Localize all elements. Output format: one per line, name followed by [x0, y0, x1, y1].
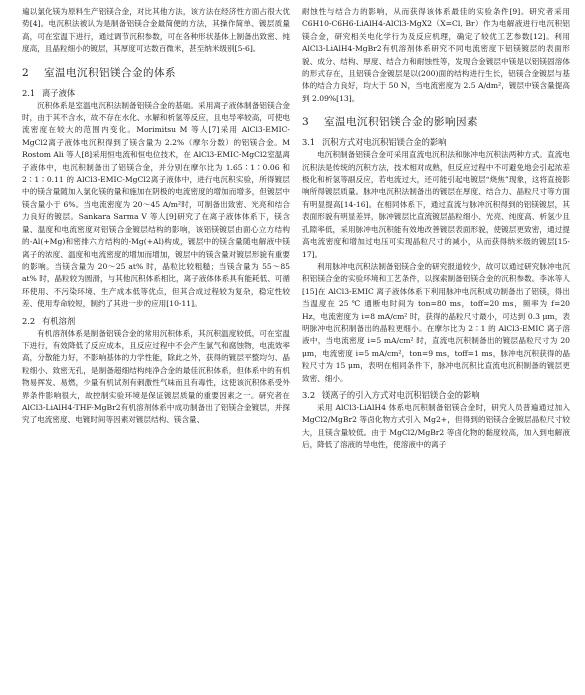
subsection-title: 镁离子的引入方式对电沉积铝镁合金的影响: [322, 389, 480, 400]
section-number: 2: [22, 66, 30, 79]
paragraph: 耐蚀性与结合力的影响，从而获得该体系最佳的实验条件[9]。研究者采用 C6H10-C6H6-LiAlH4-AlCl3-MgX2（X=Cl, Br）作为电解液进行电沉积铝镁合金，研究相关电化学行为及反应机理，确定了较优工艺参数[12]。利用 AlCl3-LiAlH4-MgBr2有机溶剂体系研究不同电流密度下铝镁镀层的表面形貌、成分、结构、厚度、结合力和耐蚀性等，发现合金镀层中镁是以铝镁固溶体的形式存在，且铝镁合金镀层是以(200)面的结构进行生长，铝镁合金镀层与基体的结合力良好，均大于 50 N，当电流密度为 2.5 A/dm²，镀层中镁含量提高到 2.09%[13]。: [302, 7, 570, 103]
paragraph: 沉积体系是室温电沉积法制备铝镁合金的基础。采用离子液体制备铝镁合金时，由于其不含水，故不存在水化、水解和析氢等反应，且电导率较高，可使电流密度在较大的范围内变化。Morimitsu M 等人[7]采用 AlCl3-EMIC-MgCl2离子液体电沉积得到了镁含量为 2.2%（摩尔分数）的铝镁合金。M Rostom Ali 等人[8]采用恒电流和恒电位技术，在 AlCl3-EMIC-MgCl2室温离子液体中，电沉积制备出了铝镁合金，并分别在摩尔比为 1.65∶1∶0.06 和 2∶1∶0.11 的 AlCl3-EMIC-MgCl2离子液体中，进行电沉积实验，所得镀层中的镁含量随加入氯化镁的量和施加在阴极的电流密度的增加而增多，但镀层中镁含量小于 6%。当电流密度为 20～45 A/m²时，可制备出致密、光亮和结合力良好的镀层。Sankara Sarma V 等人[9]研究了在离子液体体系下，镁含量、温度和电流密度对铝镁合金镀层结构的影响，该铝镁镀层由面心立方结构的-Al(+Mg)和密排六方结构的-Mg(+Al)构成，镀层中的镁含量随电解液中镁离子的浓度、温度和电流密度的增加而增加，镀层中的镁含量对镀层形貌有重要的影响。当镁含量为 20～25 at% 时，晶粒比较粗糙；当镁含量为 55～85 at% 时，晶粒较为圆滑，与其他沉积体系相比，离子液体体系具有能耗低、可循环使用、不污染环境、生产成本低等优点，但其合成过程较为复杂，稳定性较差、使用寿命较短，制约了其进一步的应用[10-11]。: [22, 100, 290, 309]
subsection-heading: [22, 315, 290, 327]
section-heading: [302, 114, 570, 129]
subsection-heading: [302, 136, 570, 148]
subsection-number: 2.1: [22, 87, 36, 98]
section-title: 室温电沉积铝镁合金的体系: [44, 66, 176, 79]
section-number: 3: [302, 116, 310, 129]
left-column: [22, 6, 290, 427]
subsection-number: 3.1: [302, 137, 316, 148]
subsection-heading: [302, 389, 570, 401]
subsection-number: 3.2: [302, 389, 316, 400]
right-column: [302, 6, 570, 452]
section-heading: [22, 65, 290, 80]
subsection-title: 有机溶剂: [42, 315, 76, 326]
subsection-title: 沉积方式对电沉积铝镁合金的影响: [322, 137, 447, 148]
subsection-heading: [22, 87, 290, 99]
subsection-number: 2.2: [22, 315, 36, 326]
paragraph: 有机溶剂体系是制备铝镁合金的常用沉积体系，其沉积温度较低，可在室温下进行，有效降低了反应成本，且反应过程中不会产生氯气和腐蚀物，电流效率高，分散能力好，不影响基体的力学性能，除此之外，获得的镀层平整均匀、晶粒细小、致密无孔，是制备超细结构纯净合金的最佳沉积体系，但体系中的有机物易挥发、易燃，少量有机试剂有刺激性气味而且有毒性，这使该沉积体系受外界条件影响很大，故控制实验环境是保证镀层质量的重要因素之一。研究者在 AlCl3-LiAlH4-THF-MgBr2有机溶剂体系中成功制备出了铝镁合金镀层，并探究了电流密度、电镀时间等因素对镀层结构、镁含量、: [22, 328, 290, 425]
paragraph: 采用 AlCl3-LiAlH4 体系电沉积制备铝镁合金时，研究人员普遍通过加入 MgCl2/MgBr2 等卤化物方式引入 Mg2+，但得到的铝镁合金镀层晶粒尺寸较大，且镁含量较低。由于 MgCl2/MgBr2 等卤化物的黏度较高，加入到电解液后，降低了溶液的导电性，使溶液中的离子: [302, 402, 570, 450]
subsection-title: 离子液体: [42, 87, 76, 98]
paragraph: 电沉积制备铝镁合金可采用直流电沉积法和脉冲电沉积法两种方式。直流电沉积法是传统的沉积方法，技术相对成熟，但反应过程中不可避免地会引起浓差极化和析氢等副反应，若电流过大，还可能引起电镀层“烧焦”现象，这将直接影响所得镀层质量。脉冲电沉积法制备出的镀层在厚度、结合力、晶粒尺寸等方面有明显提高[14-16]。在相同体系下，通过直流与脉冲沉积得到的铝镁镀层，其表面形貌有明显差异，脉冲镀层比直流镀层晶粒细小、光亮、纯度高、析氢少且孔隙率低，采用脉冲电沉积能有效地改善镀层表面形貌，使镀层更致密，通过提高电流密度和增加过电压可实现晶粒尺寸的减小，从而获得纳米级的镀层[15-17]。: [302, 150, 570, 259]
section-title: 室温电沉积铝镁合金的影响因素: [324, 116, 478, 129]
paragraph: 遍以氯化镁为原料生产铝镁合金，对比其他方法，该方法在经济性方面占很大优势[4]。电沉积法被认为是制备铝镁合金最简便的方法，其操作简单、镀层质量高，可在室温下进行，通过调节沉积参数，可在各种形状基体上制备出致密、纯度高，且晶粒细小的镀层，其厚度可达数百微米，甚至纳米级别[5-6]。: [22, 7, 290, 54]
paragraph: 利用脉冲电沉积法制备铝镁合金的研究报道较少，故可以通过研究脉冲电沉积铝镁合金的实验环境和工艺条件，以探索制备铝镁合金的沉积参数。李冰等人[15]在 AlCl3-EMIC 离子液体体系下利用脉冲电沉积成功制备出了铝镁，得出当温度在 25 ℃ 通断电时间为 ton=80 ms，toff=20 ms，频率为 f=20 Hz，电流密度为 i=8 mA/cm² 时，获得的晶粒尺寸最小，可达到 0.3 μm，表明脉冲电沉积制备出的晶粒更细小。在摩尔比为 2∶1 的 AlCl3-EMIC 离子溶液中，当电流密度 i=5 mA/cm² 时，直流电沉积制备出的镀层晶粒尺寸为 20 μm，电流密度 i=5 mA/cm²，ton=9 ms，toff=1 ms，脉冲电沉积获得的晶粒尺寸为 15 μm，表明在相同条件下，脉冲电沉积比直流电沉积制备的镀层更致密、细小。: [302, 261, 570, 383]
